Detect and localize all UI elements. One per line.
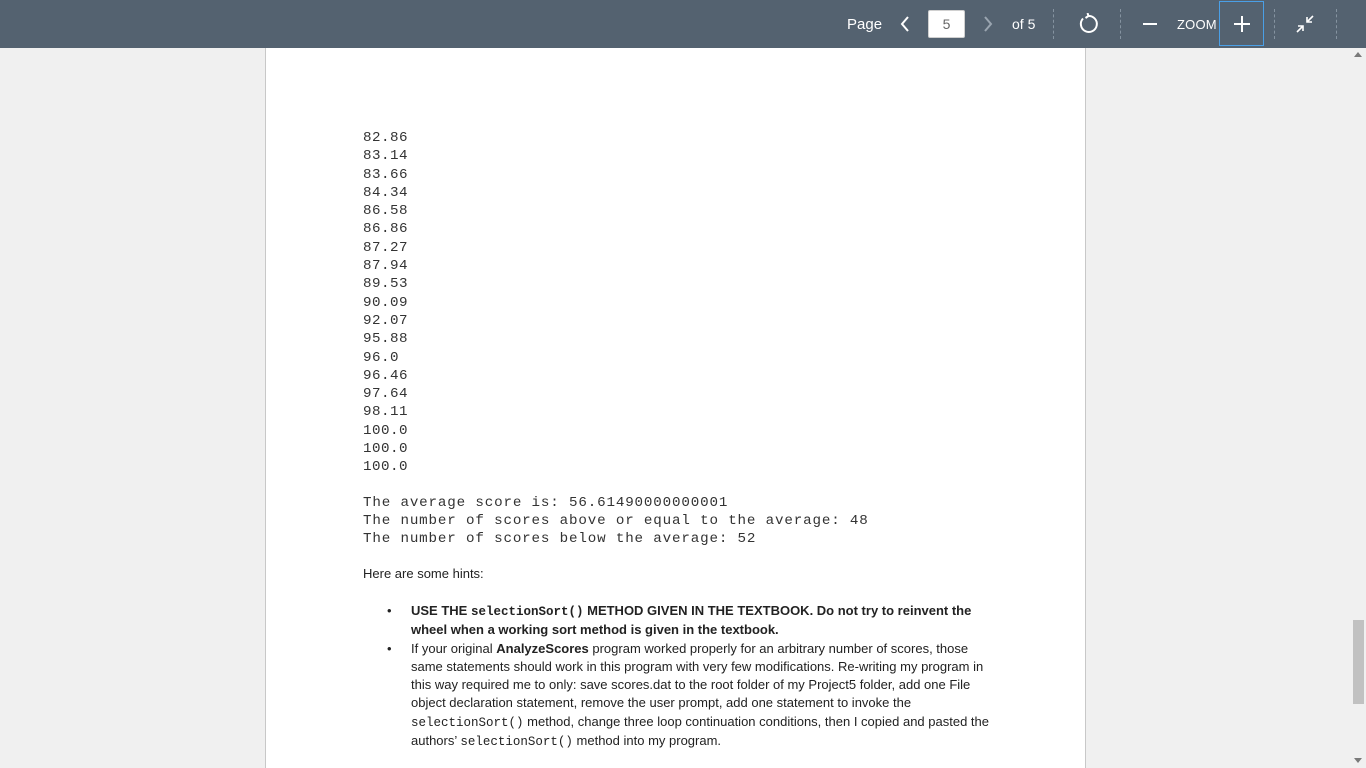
plus-icon [1233, 15, 1251, 33]
score-value: 95.88 [363, 331, 409, 348]
score-value: 90.09 [363, 294, 409, 311]
score-value: 87.94 [363, 258, 409, 275]
hint-text: METHOD GIVEN IN THE TEXTBOOK. Do not try to reinvent the wheel when a working sort method is given in the textbook. [411, 603, 972, 638]
below-average-result: The number of scores below the average: 52 [363, 531, 757, 548]
score-value: 89.53 [363, 276, 409, 293]
code-text: selectionSort() [460, 735, 573, 750]
hint-text: USE THE [411, 603, 471, 618]
document-viewer [0, 48, 1350, 768]
hints-list [363, 602, 1003, 751]
program-name: AnalyzeScores [496, 640, 589, 656]
score-value: 98.11 [363, 404, 409, 421]
exit-fullscreen-button[interactable] [1293, 0, 1317, 48]
previous-page-button[interactable] [893, 0, 917, 48]
next-page-button[interactable] [976, 0, 1000, 48]
zoom-label: ZOOM [1177, 16, 1217, 32]
collapse-icon [1295, 14, 1315, 34]
hints-heading: Here are some hints: [363, 566, 484, 581]
minus-icon [1142, 16, 1158, 32]
score-value: 83.14 [363, 148, 409, 165]
code-text: selectionSort() [470, 605, 584, 619]
score-value: 84.34 [363, 184, 409, 201]
toolbar-divider [1336, 9, 1337, 39]
pdf-toolbar [0, 0, 1366, 48]
hint-text: If your original [411, 640, 497, 656]
zoom-out-button[interactable] [1139, 0, 1161, 48]
score-value: 97.64 [363, 386, 409, 403]
chevron-left-icon [899, 15, 911, 33]
vertical-scrollbar[interactable] [1350, 48, 1366, 768]
toolbar-divider [1274, 9, 1275, 39]
bullet-icon: • [387, 640, 392, 656]
score-value: 100.0 [363, 459, 409, 476]
list-item [363, 602, 1003, 640]
toolbar-divider [1120, 9, 1121, 39]
score-value: 83.66 [363, 166, 409, 183]
score-value: 100.0 [363, 422, 409, 439]
hint-text: method into my program. [572, 733, 722, 749]
bullet-icon: • [387, 603, 392, 618]
score-value: 82.86 [363, 130, 409, 146]
score-value: 96.46 [363, 367, 409, 384]
rotate-button[interactable] [1074, 0, 1102, 48]
score-value: 100.0 [363, 441, 409, 458]
hint-text: program worked properly for an arbitrary number of scores, those same statements should work in this program with very few modifications. Re-writing my program in this way required me to only: save scores.dat to the root folder of my Project5 folder, add one File object declaration statement, remove the user prompt, add one statement to invoke the [411, 640, 984, 711]
rotate-icon [1077, 13, 1099, 35]
average-result: The average score is: 56.61490000000001 [363, 495, 729, 511]
list-item [363, 640, 1003, 752]
page-count-label: of 5 [1012, 16, 1036, 32]
page-label: Page [847, 15, 883, 33]
pdf-page [265, 48, 1086, 768]
toolbar-divider [1053, 9, 1054, 39]
results-output [363, 494, 869, 549]
score-value: 86.58 [363, 203, 409, 220]
hint-text: method, change three loop continuation conditions, then I copied and pasted the authors’ [411, 713, 989, 749]
score-value: 87.27 [363, 239, 409, 256]
scores-list [363, 129, 408, 477]
scrollbar-thumb[interactable] [1353, 620, 1364, 704]
page-number-input[interactable] [928, 10, 965, 38]
scroll-down-arrow-icon[interactable] [1354, 758, 1362, 763]
chevron-right-icon [982, 15, 994, 33]
code-text: selectionSort() [411, 715, 524, 730]
above-average-result: The number of scores above or equal to the average: 48 [363, 513, 869, 530]
zoom-in-button[interactable] [1219, 1, 1264, 46]
scroll-up-arrow-icon[interactable] [1354, 52, 1362, 57]
score-value: 96.0 [363, 349, 400, 366]
score-value: 86.86 [363, 221, 409, 238]
score-value: 92.07 [363, 312, 409, 329]
